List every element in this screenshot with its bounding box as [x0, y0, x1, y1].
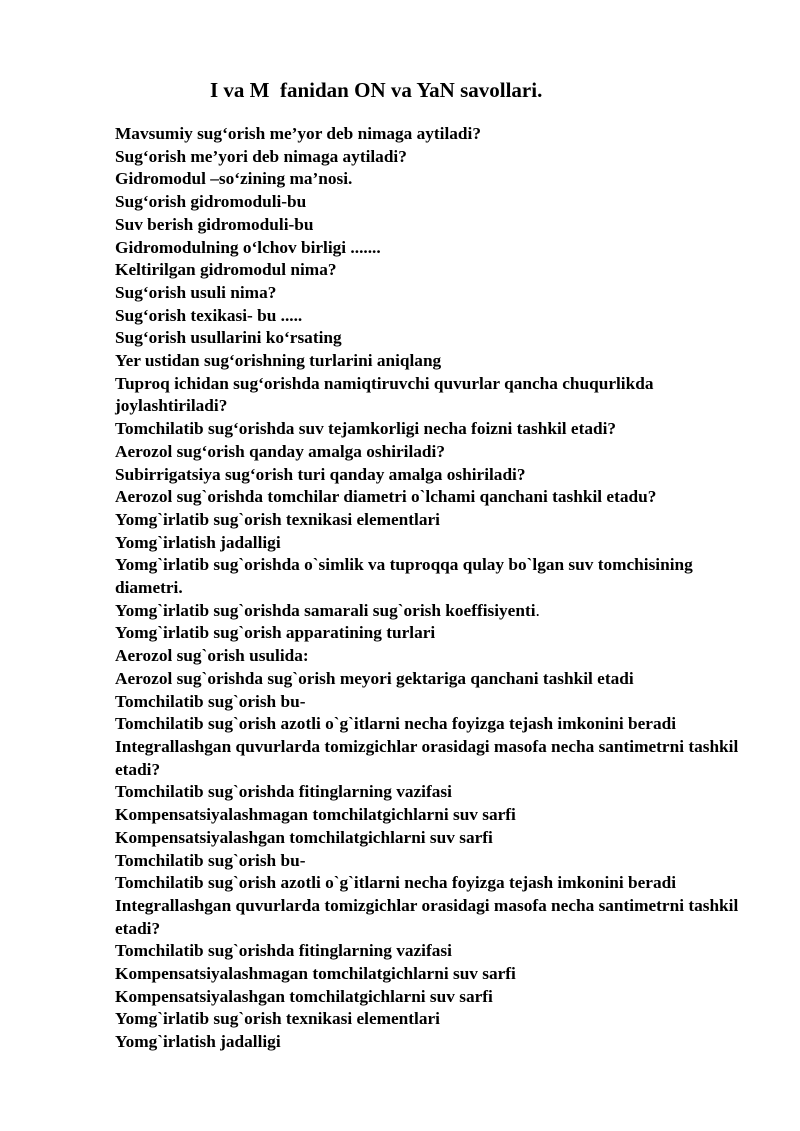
question-text: Kompensatsiyalashgan tomchilatgichlarni suv sarfi — [115, 827, 493, 847]
question-item — [115, 327, 755, 350]
question-item — [115, 963, 755, 986]
question-item — [115, 895, 755, 940]
question-item — [115, 418, 755, 441]
question-text: Tuproq ichidan sug‘orishda namiqtiruvchi quvurlar qancha chuqurlikda joylashtiriladi? — [115, 373, 654, 416]
question-item — [115, 622, 755, 645]
question-text: Tomchilatib sug‘orishda suv tejamkorligi necha foizni tashkil etadi? — [115, 419, 617, 439]
question-item — [115, 532, 755, 555]
question-item — [115, 1008, 755, 1031]
question-item — [115, 804, 755, 827]
question-list — [115, 123, 755, 1054]
question-text: Kompensatsiyalashmagan tomchilatgichlarni suv sarfi — [115, 805, 516, 825]
question-tail: . — [535, 600, 540, 620]
question-item — [115, 191, 755, 214]
question-text: Gidromodul –so‘zining ma’nosi. — [115, 169, 353, 189]
question-item — [115, 1031, 755, 1054]
question-text: Sug‘orish usuli nima? — [115, 282, 277, 302]
question-item — [115, 168, 755, 191]
question-text: Tomchilatib sug`orish bu- — [115, 850, 306, 870]
question-item — [115, 986, 755, 1009]
question-text: Keltirilgan gidromodul nima? — [115, 260, 337, 280]
question-item — [115, 373, 755, 418]
question-text: Kompensatsiyalashmagan tomchilatgichlarni suv sarfi — [115, 964, 516, 984]
question-item — [115, 554, 755, 599]
question-text: Yomg`irlatish jadalligi — [115, 532, 281, 552]
question-item — [115, 486, 755, 509]
question-text: Suv berish gidromoduli-bu — [115, 214, 314, 234]
question-text: Subirrigatsiya sug‘orish turi qanday amalga oshiriladi? — [115, 464, 526, 484]
question-text: Yomg`irlatish jadalligi — [115, 1032, 281, 1052]
question-text: Tomchilatib sug`orishda fitinglarning vazifasi — [115, 782, 452, 802]
question-item — [115, 350, 755, 373]
question-item — [115, 214, 755, 237]
question-item — [115, 940, 755, 963]
question-item — [115, 464, 755, 487]
question-item — [115, 509, 755, 532]
question-item — [115, 259, 755, 282]
question-item — [115, 713, 755, 736]
question-text: Sug‘orish usullarini ko‘rsating — [115, 328, 342, 348]
question-text: Integrallashgan quvurlarda tomizgichlar orasidagi masofa necha santimetrni tashkil etadi? — [115, 736, 739, 779]
question-text: Aerozol sug`orishda tomchilar diametri o`lchami qanchani tashkil etadu? — [115, 487, 657, 507]
question-text: Yomg`irlatib sug`orish texnikasi elementlari — [115, 1009, 440, 1029]
question-item — [115, 600, 755, 623]
question-text: Sug‘orish me’yori deb nimaga aytiladi? — [115, 146, 407, 166]
question-text: Sug‘orish gidromoduli-bu — [115, 192, 307, 212]
question-text: Yomg`irlatib sug`orish texnikasi elementlari — [115, 509, 440, 529]
question-item — [115, 282, 755, 305]
question-item — [115, 441, 755, 464]
question-item — [115, 305, 755, 328]
question-text: Tomchilatib sug`orish azotli o`g`itlarni necha foyizga tejash imkonini beradi — [115, 873, 677, 893]
question-text: Yomg`irlatib sug`orishda samarali sug`orish koeffisiyenti — [115, 600, 536, 620]
question-text: Mavsumiy sug‘orish me’yor deb nimaga aytiladi? — [115, 124, 481, 143]
question-item — [115, 872, 755, 895]
question-text: Yomg`irlatib sug`orishda o`simlik va tuproqqa qulay bo`lgan suv tomchisining diametri. — [115, 555, 693, 598]
question-item — [115, 691, 755, 714]
question-text: Sug‘orish texikasi- bu ..... — [115, 305, 303, 325]
question-text: Gidromodulning o‘lchov birligi ....... — [115, 237, 381, 257]
question-item — [115, 668, 755, 691]
page-title: I va M fanidan ON va YaN savollari. — [210, 78, 543, 102]
question-item — [115, 237, 755, 260]
question-item — [115, 123, 755, 146]
question-text: Tomchilatib sug`orishda fitinglarning vazifasi — [115, 941, 452, 961]
question-item — [115, 850, 755, 873]
question-item — [115, 146, 755, 169]
question-item — [115, 781, 755, 804]
question-text: Yer ustidan sug‘orishning turlarini aniqlang — [115, 351, 442, 371]
question-item — [115, 645, 755, 668]
question-text: Yomg`irlatib sug`orish apparatining turlari — [115, 623, 436, 643]
question-text: Aerozol sug`orishda sug`orish meyori gektariga qanchani tashkil etadi — [115, 668, 634, 688]
question-text: Tomchilatib sug`orish azotli o`g`itlarni necha foyizga tejash imkonini beradi — [115, 714, 677, 734]
question-item — [115, 827, 755, 850]
question-text: Aerozol sug`orish usulida: — [115, 646, 309, 666]
question-text: Aerozol sug‘orish qanday amalga oshiriladi? — [115, 441, 445, 461]
question-item — [115, 736, 755, 781]
question-text: Kompensatsiyalashgan tomchilatgichlarni suv sarfi — [115, 986, 493, 1006]
question-text: Integrallashgan quvurlarda tomizgichlar orasidagi masofa necha santimetrni tashkil etadi? — [115, 895, 739, 938]
question-text: Tomchilatib sug`orish bu- — [115, 691, 306, 711]
